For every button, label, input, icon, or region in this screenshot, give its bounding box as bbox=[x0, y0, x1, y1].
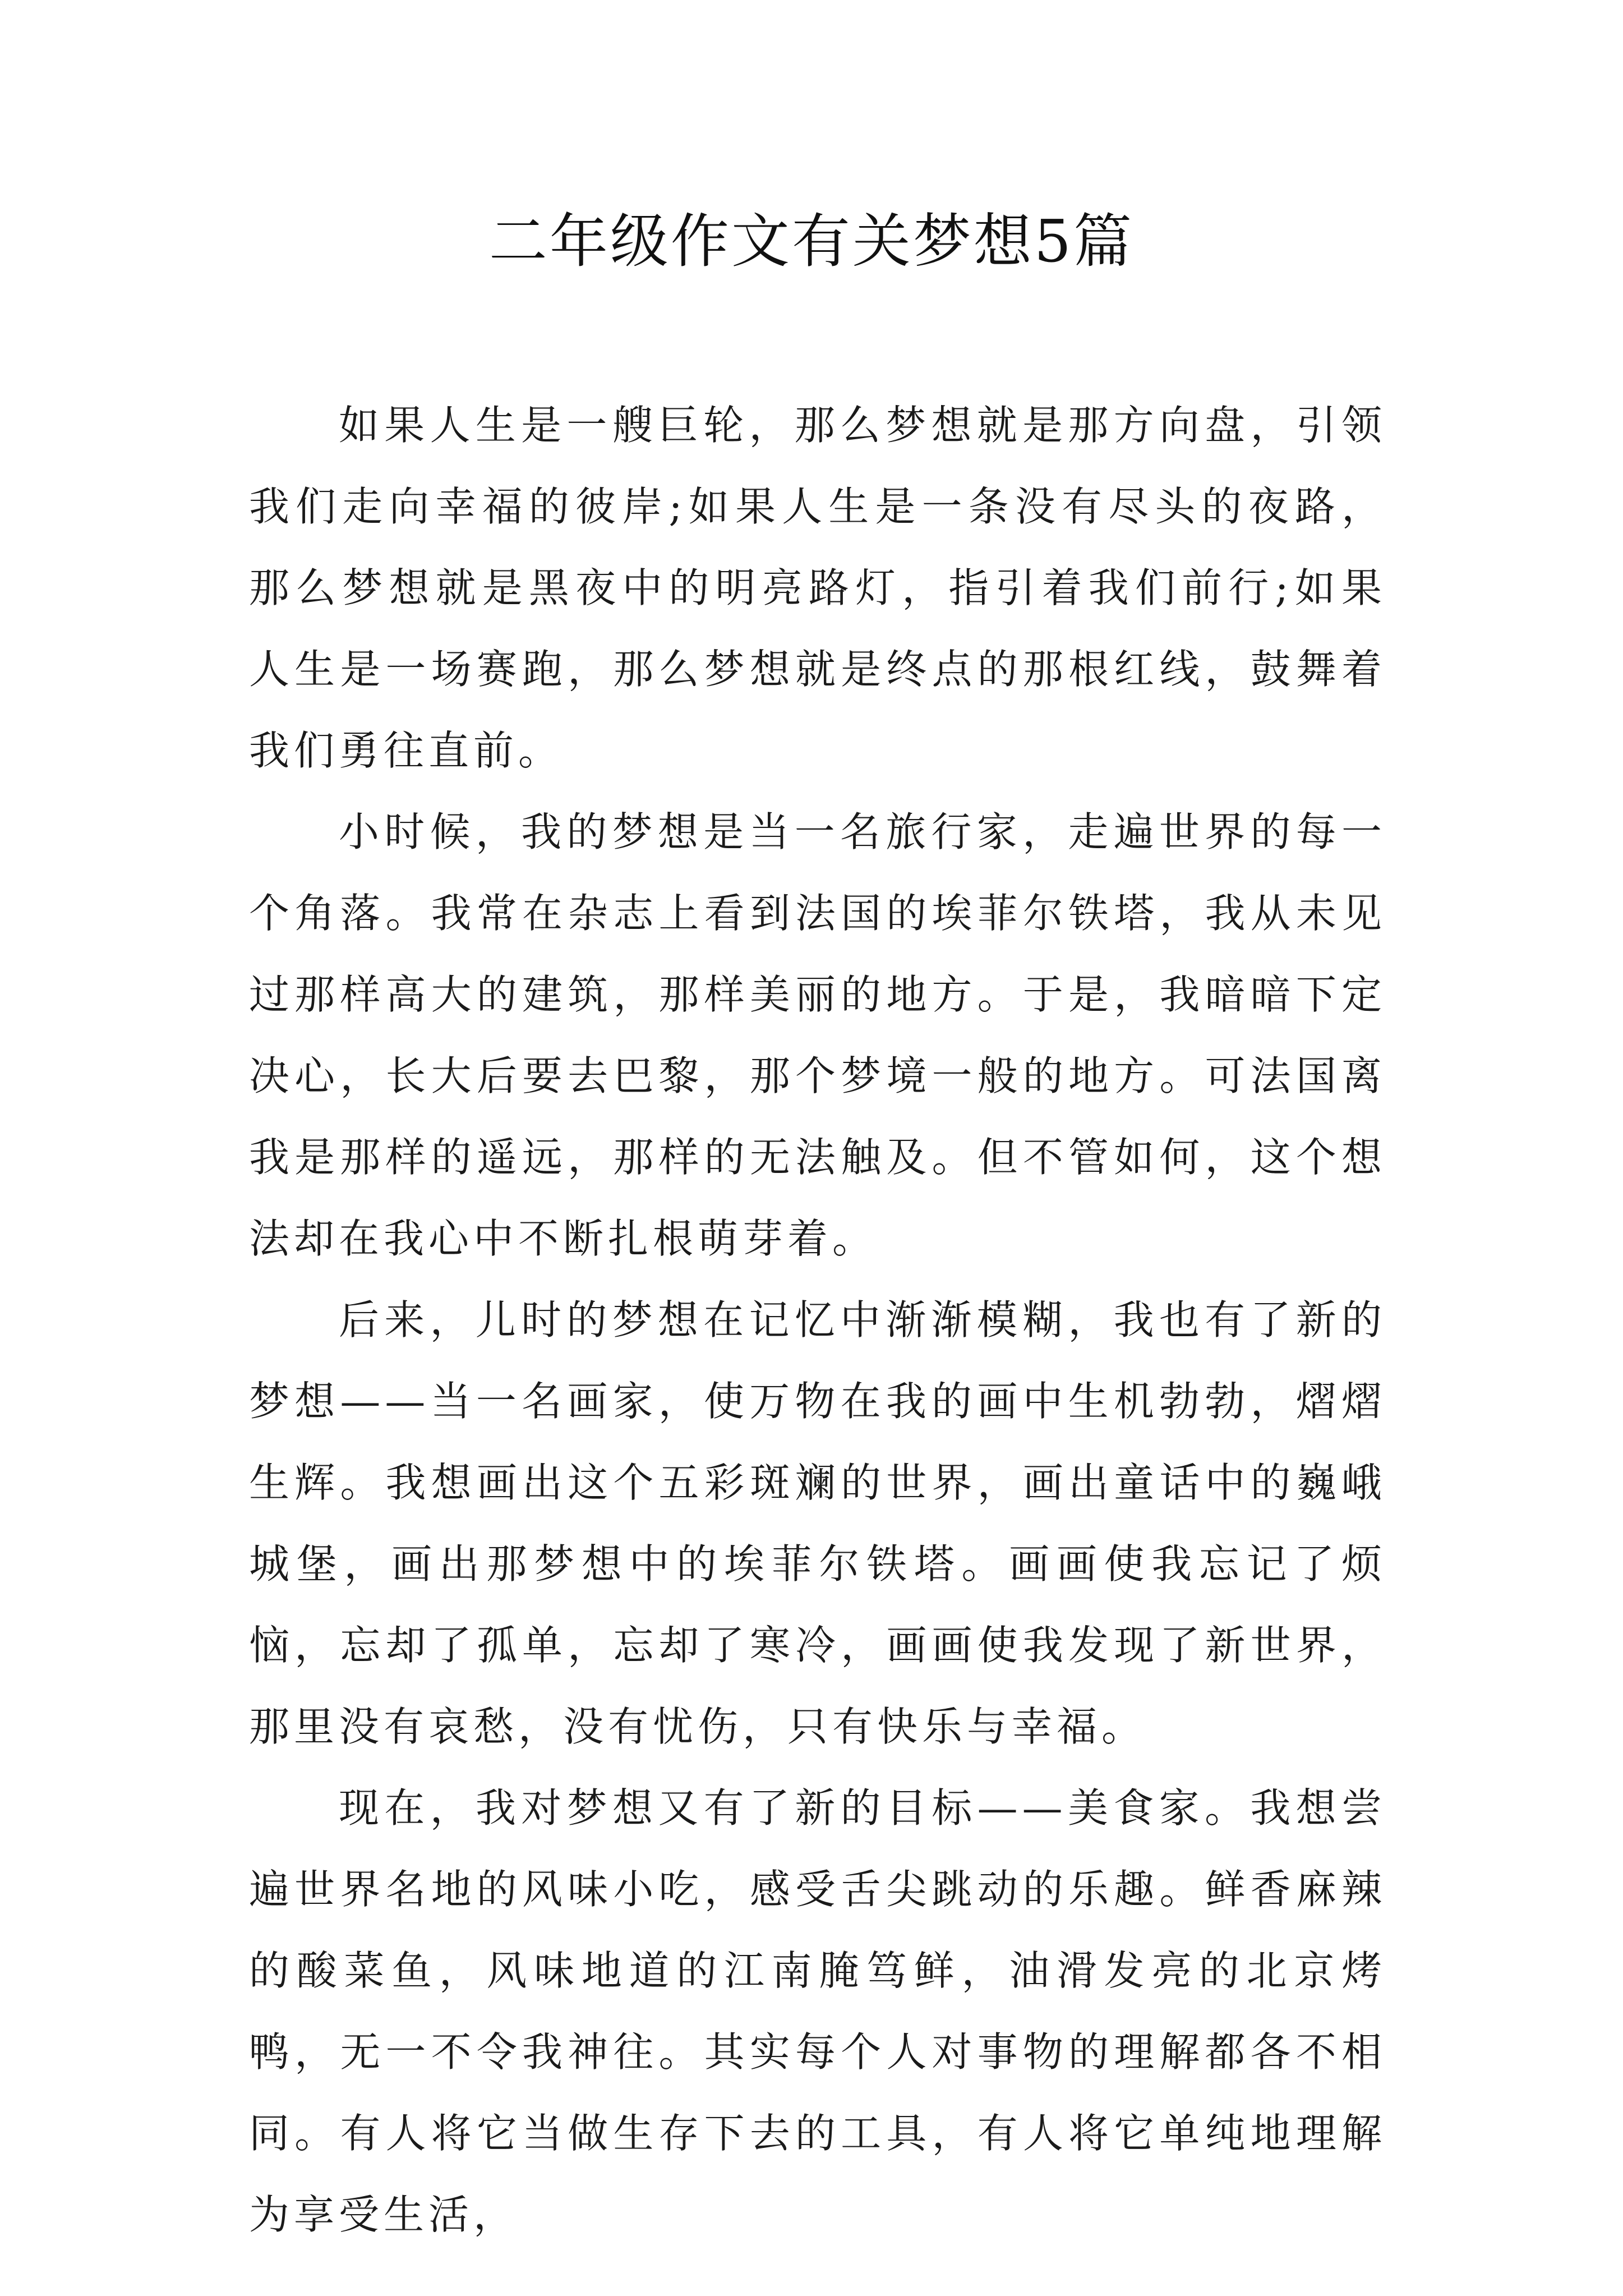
paragraph: 后来，儿时的梦想在记忆中渐渐模糊，我也有了新的梦想——当一名画家，使万物在我的画中生机勃勃，熠熠生辉。我想画出这个五彩斑斓的世界，画出童话中的巍峨城堡，画出那梦想中的埃菲尔铁塔。画画使我忘记了烦恼，忘却了孤单，忘却了寒冷，画画使我发现了新世界，那里没有哀愁，没有忧伤，只有快乐与幸福。 bbox=[249, 1296, 1386, 1750]
paragraph: 现在，我对梦想又有了新的目标——美食家。我想尝遍世界名地的风味小吃，感受舌尖跳动的乐趣。鲜香麻辣的酸菜鱼，风味地道的江南腌笃鲜，油滑发亮的北京烤鸭，无一不令我神往。其实每个人对事物的理解都各不相同。有人将它当做生存下去的工具，有人将它单纯地理解为享受生活， bbox=[249, 1784, 1386, 2238]
document-title: 二年级作文有关梦想5篇 bbox=[488, 207, 1135, 275]
paragraph: 如果人生是一艘巨轮，那么梦想就是那方向盘，引领我们走向幸福的彼岸;如果人生是一条没有尽头的夜路，那么梦想就是黑夜中的明亮路灯，指引着我们前行;如果人生是一场赛跑，那么梦想就是终点的那根红线，鼓舞着我们勇往直前。 bbox=[249, 402, 1386, 774]
paragraph: 小时候，我的梦想是当一名旅行家，走遍世界的每一个角落。我常在杂志上看到法国的埃菲尔铁塔，我从未见过那样高大的建筑，那样美丽的地方。于是，我暗暗下定决心，长大后要去巴黎，那个梦境一般的地方。可法国离我是那样的遥远，那样的无法触及。但不管如何，这个想法却在我心中不断扎根萌芽着。 bbox=[249, 808, 1386, 1262]
document-body bbox=[249, 385, 1386, 2256]
